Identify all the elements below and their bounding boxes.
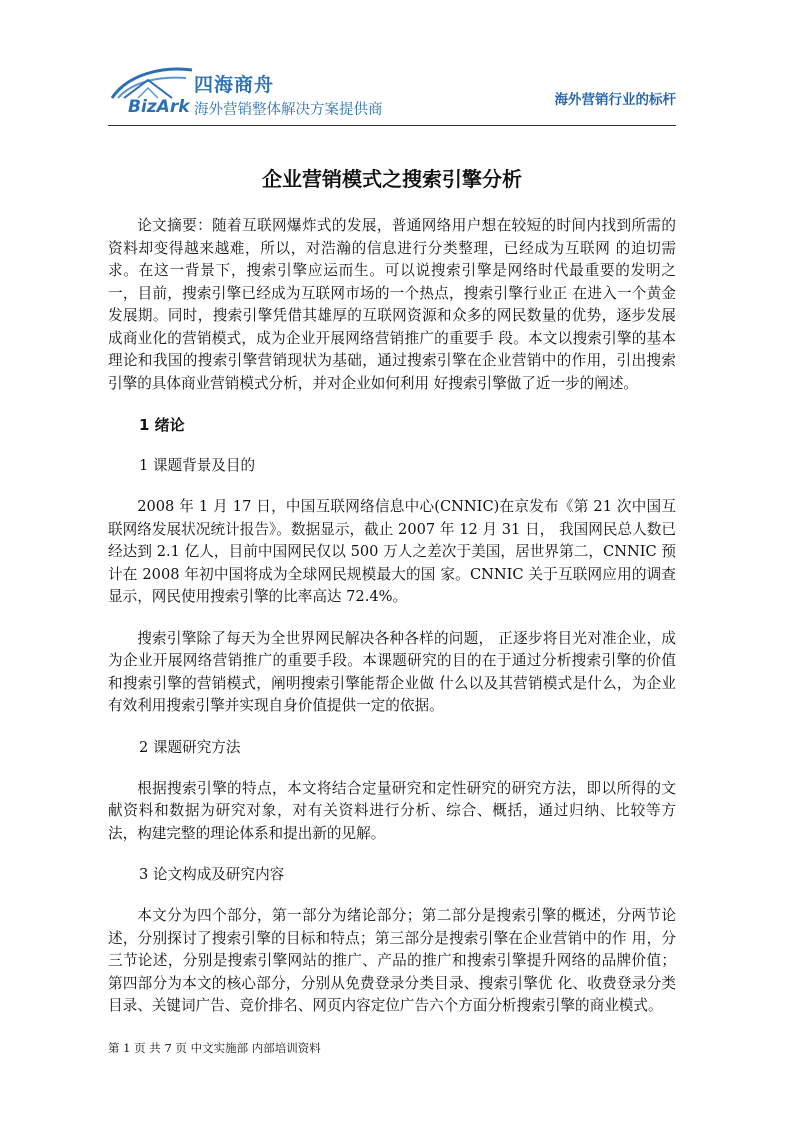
body-paragraph: 2008 年 1 月 17 日，中国互联网络信息中心(CNNIC)在京发布《第 21 次中国互联网络发展状况统计报告》。数据显示，截止 2007 年 12 月 31 日， 我国网民总人数已经达到 2.1 亿人，目前中国网民仅以 500 万人之差次于美国，居世界第二，CNNIC 预计在 2008 年初中国将成为全球网民规模最大的国 家。CNNIC 关于互联网应用的调查显示，网民使用搜索引擎的比率高达 72.4%。 xyxy=(108,498,676,605)
logo-english-name: BizArk xyxy=(128,97,190,117)
page-header xyxy=(108,60,676,126)
body-paragraph: 本文分为四个部分，第一部分为绪论部分；第二部分是搜索引擎的概述，分两节论述，分别探讨了搜索引擎的目标和特点；第三部分是搜索引擎在企业营销中的作 用，分三节论述，分别是搜索引擎网站的推广、产品的推广和搜索引擎提升网络的品牌价值；第四部分为本文的核心部分，分别从免费登录分类目录、搜索引擎优 化、收费登录分类目录、关键词广告、竞价排名、网页内容定位广告六个方面分析搜索引擎的商业模式。 xyxy=(108,907,676,1014)
document-body xyxy=(108,215,676,1018)
logo-tagline: 海外营销整体解决方案提供商 xyxy=(194,102,383,118)
subsection-heading-structure: 3 论文构成及研究内容 xyxy=(139,866,285,883)
body-paragraph: 搜索引擎除了每天为全世界网民解决各种各样的问题， 正逐步将目光对准企业，成为企业开展网络营销推广的重要手段。本课题研究的目的在于通过分析搜索引擎的价值和搜索引擎的营销模式，阐明搜索引擎能帮企业做 什么以及其营销模式是什么，为企业有效利用搜索引擎并实现自身价值提供一定的依据。 xyxy=(108,629,676,714)
header-slogan: 海外营销行业的标杆 xyxy=(554,92,676,108)
document-title: 企业营销模式之搜索引擎分析 xyxy=(262,167,522,191)
abstract-paragraph: 论文摘要：随着互联网爆炸式的发展，普通网络用户想在较短的时间内找到所需的资料却变得越来越难，所以，对浩瀚的信息进行分类整理，已经成为互联网 的迫切需求。在这一背景下，搜索引擎应运而生。可以说搜索引擎是网络时代最重要的发明之一，目前，搜索引擎已经成为互联网市场的一个热点，搜索引擎行业正 在进入一个黄金发展期。同时，搜索引擎凭借其雄厚的互联网资源和众多的网民数量的优势，逐步发展成商业化的营销模式，成为企业开展网络营销推广的重要手 段。本文以搜索引擎的基本理论和我国的搜索引擎营销现状为基础，通过搜索引擎在企业营销中的作用，引出搜索引擎的具体商业营销模式分析，并对企业如何利用 好搜索引擎做了近一步的阐述。 xyxy=(108,217,676,392)
subsection-heading-method: 2 课题研究方法 xyxy=(139,738,241,756)
body-paragraph: 根据搜索引擎的特点，本文将结合定量研究和定性研究的研究方法，即以所得的文献资料和数据为研究对象，对有关资料进行分析、综合、概括，通过归纳、比较等方法，构建完整的理论体系和提出新的见解。 xyxy=(108,779,676,842)
header-divider xyxy=(108,125,676,126)
section-heading: 1 绪论 xyxy=(139,416,185,434)
logo-chinese-name: 四海商舟 xyxy=(194,74,275,96)
subsection-heading-background: 1 课题背景及目的 xyxy=(139,457,256,474)
company-logo xyxy=(108,64,408,120)
page-footer: 第 1 页 共 7 页 中文实施部 内部培训资料 xyxy=(108,1041,321,1055)
